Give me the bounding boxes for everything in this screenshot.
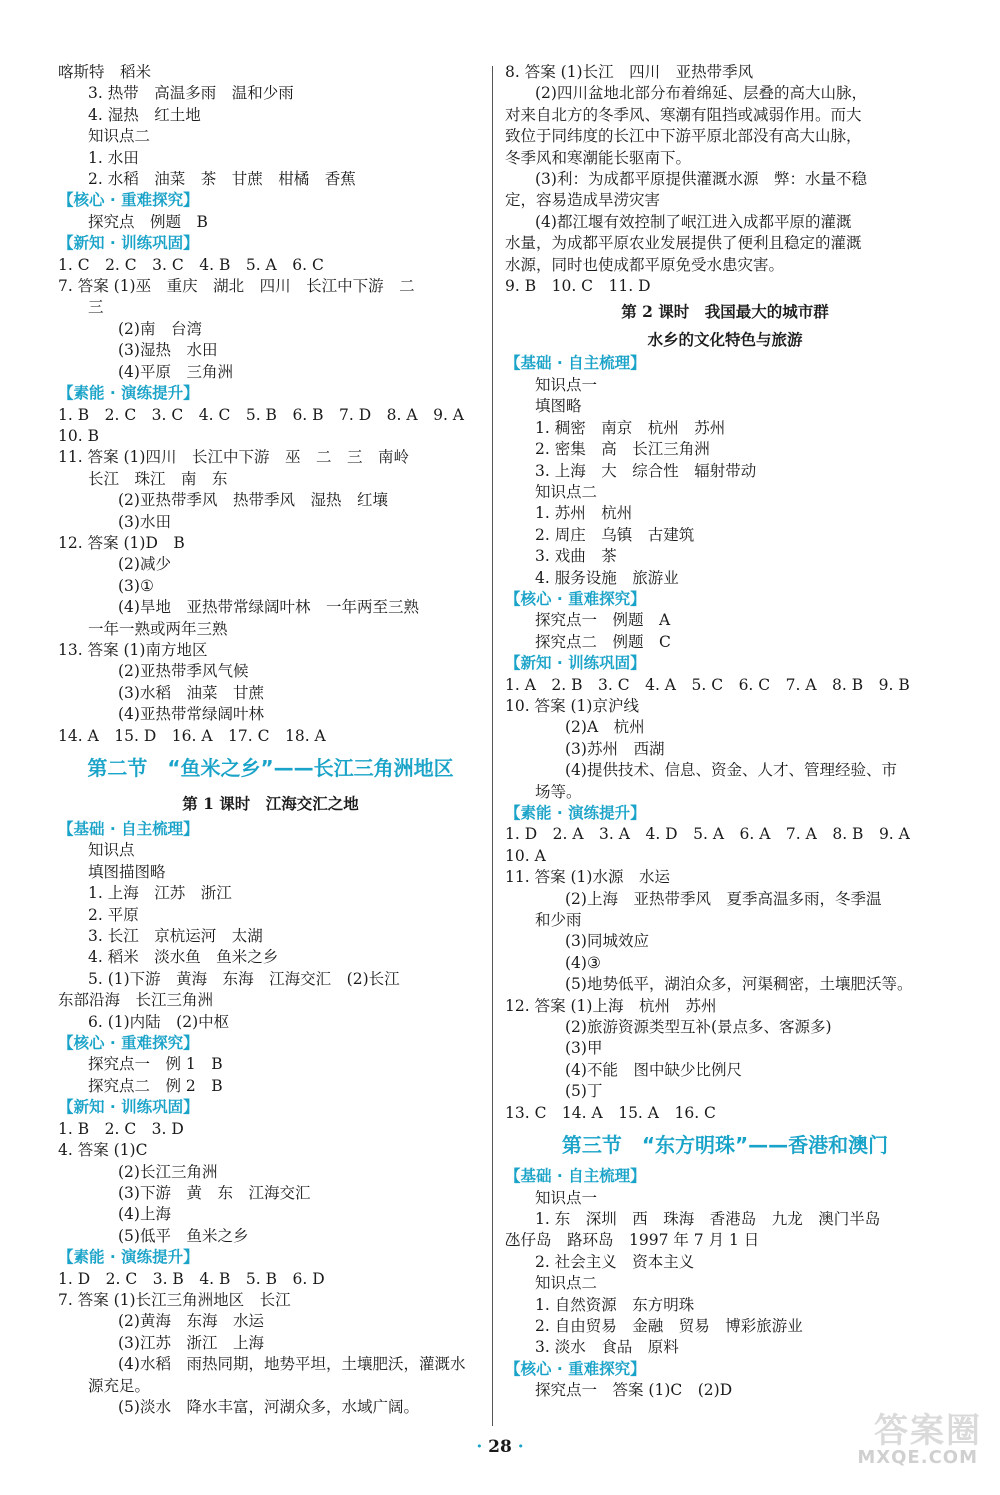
section-header: 【核心 · 重难探究】	[505, 1359, 646, 1378]
answer-line: 东部沿海 长江三角洲	[58, 991, 214, 1010]
answer-line: 1. 苏州 杭州	[535, 504, 633, 523]
answer-line: 1. C 2. C 3. C 4. B 5. A 6. C	[58, 255, 324, 274]
answer-line: (4)平原 三角洲	[118, 362, 233, 381]
answer-line: 4. 答案 (1)C	[58, 1141, 148, 1160]
page-number: · 28 ·	[476, 1437, 524, 1457]
answer-line: (2)上海 亚热带季风 夏季高温多雨，冬季温	[565, 889, 882, 908]
answer-line: 水源，同时也使成都平原免受水患灾害。	[505, 255, 785, 274]
answer-line: (3)下游 黄 东 江海交汇	[118, 1183, 311, 1202]
answer-line: 氹仔岛 路环岛 1997 年 7 月 1 日	[505, 1231, 760, 1250]
answer-line: 2. 水稻 油菜 茶 甘蔗 柑橘 香蕉	[88, 170, 356, 189]
answer-line: 水量，为成都平原农业发展提供了便利且稳定的灌溉	[505, 234, 862, 253]
answer-line: 6. (1)内陆 (2)中枢	[88, 1012, 230, 1031]
section-header: 【基础 · 自主梳理】	[505, 354, 646, 373]
answer-line: 4. 服务设施 旅游业	[535, 568, 679, 587]
chapter-title: 第三节 “东方明珠”——香港和澳门	[561, 1133, 889, 1158]
answer-line: 一年一熟或两年三熟	[88, 619, 228, 638]
answer-line: 2. 社会主义 资本主义	[535, 1252, 695, 1271]
answer-line: (2)A 杭州	[565, 718, 645, 737]
answer-line: 探究点二 例 2 B	[88, 1076, 223, 1095]
answer-line: 3. 上海 大 综合性 辐射带动	[535, 461, 757, 480]
answer-line: (3)利：为成都平原提供灌溉水源 弊：水量不稳	[535, 170, 867, 189]
watermark-site: MXQE.COM	[857, 1447, 978, 1468]
answer-line: 知识点二	[88, 127, 151, 146]
answer-line: 1. 上海 江苏 浙江	[88, 884, 232, 903]
answer-line: (2)四川盆地北部分布着绵延、层叠的高大山脉，	[535, 84, 867, 103]
left-column	[58, 62, 483, 1418]
answer-line: 3. 淡水 食品 原料	[535, 1338, 679, 1357]
answer-line: 知识点一	[535, 375, 598, 394]
answer-line: (2)长江三角洲	[118, 1162, 218, 1181]
answer-line: 14. A 15. D 16. A 17. C 18. A	[58, 726, 326, 745]
answer-line: 13. 答案 (1)南方地区	[58, 640, 208, 659]
chapter-title: 第二节 “鱼米之乡”——长江三角洲地区	[87, 756, 454, 780]
watermark-title: 答案圈	[874, 1411, 982, 1451]
answer-line: (3)同城效应	[565, 932, 649, 951]
answer-line: (5)地势低平，湖泊众多，河渠稠密，土壤肥沃等。	[565, 975, 913, 994]
lesson-title: 第 2 课时 我国最大的城市群	[621, 302, 829, 322]
answer-line: 3. 热带 高温多雨 温和少雨	[88, 84, 294, 103]
section-header: 【基础 · 自主梳理】	[505, 1167, 646, 1186]
answer-line: 知识点二	[535, 482, 598, 501]
section-header: 【基础 · 自主梳理】	[58, 820, 199, 838]
answer-line: (3)水田	[118, 512, 171, 531]
page-number-value: 28	[488, 1437, 512, 1457]
answer-line: 三	[88, 298, 104, 317]
answer-line: 1. B 2. C 3. C 4. C 5. B 6. B 7. D 8. A 9. A	[58, 405, 465, 424]
answer-line: (4)旱地 亚热带常绿阔叶林 一年两至三熟	[118, 598, 419, 617]
answer-line: (3)水稻 油菜 甘蔗	[118, 683, 264, 702]
answer-line: 填图描图略	[88, 862, 166, 881]
answer-line: 7. 答案 (1)巫 重庆 湖北 四川 长江中下游 二	[58, 277, 415, 296]
answer-line: 1. B 2. C 3. D	[58, 1119, 184, 1138]
answer-line: 冬季风和寒潮能长驱南下。	[505, 148, 692, 167]
answer-line: 对来自北方的冬季风、寒潮有阻挡或减弱作用。而大	[505, 105, 862, 124]
answer-line: 12. 答案 (1)D B	[58, 533, 185, 552]
answer-line: (2)亚热带季风气候	[118, 662, 249, 681]
answer-line: 场等。	[535, 782, 582, 801]
answer-line: 11. 答案 (1)四川 长江中下游 巫 二 三 南岭	[58, 448, 409, 467]
answer-line: (4)都江堰有效控制了岷江进入成都平原的灌溉	[535, 212, 852, 231]
answer-line: 4. 湿热 红土地	[88, 105, 201, 124]
answer-line: 10. 答案 (1)京沪线	[505, 696, 639, 715]
right-column	[505, 62, 945, 1402]
section-header: 【素能 · 演练提升】	[505, 804, 646, 822]
answer-line: (3)湿热 水田	[118, 341, 218, 360]
answer-line: (2)亚热带季风 热带季风 湿热 红壤	[118, 491, 388, 510]
answer-line: 1. 稠密 南京 杭州 苏州	[535, 418, 726, 437]
answer-line: (4)上海	[118, 1205, 171, 1224]
answer-line: (3)①	[118, 576, 154, 595]
answer-line: (4)亚热带常绿阔叶林	[118, 705, 264, 724]
answer-line: 喀斯特 稻米	[58, 63, 152, 81]
answer-line: 3. 戏曲 茶	[535, 547, 617, 566]
answer-line: 定，容易造成旱涝灾害	[505, 191, 661, 210]
section-header: 【素能 · 演练提升】	[58, 1248, 199, 1267]
answer-line: 11. 答案 (1)水源 水运	[505, 868, 670, 887]
answer-line: 探究点 例题 B	[88, 212, 208, 231]
answer-line: 知识点	[88, 841, 135, 860]
answer-line: 探究点一 例题 A	[535, 611, 671, 630]
answer-line: 2. 平原	[88, 905, 139, 924]
answer-line: 13. C 14. A 15. A 16. C	[505, 1103, 716, 1122]
column-divider	[492, 66, 493, 1426]
answer-line: 5. (1)下游 黄海 东海 江海交汇 (2)长江	[88, 969, 400, 988]
answer-line: (5)淡水 降水丰富，河湖众多，水域广阔。	[118, 1397, 419, 1416]
answer-line: 探究点一 例 1 B	[88, 1055, 223, 1074]
answer-line: 知识点一	[535, 1188, 598, 1207]
answer-line: 致位于同纬度的长江中下游平原北部没有高大山脉，	[505, 127, 862, 146]
answer-line: 7. 答案 (1)长江三角洲地区 长江	[58, 1290, 291, 1309]
answer-line: 10. A	[505, 846, 546, 865]
answer-line: (3)江苏 浙江 上海	[118, 1333, 264, 1352]
answer-line: (2)黄海 东海 水运	[118, 1312, 264, 1331]
answer-line: (2)减少	[118, 555, 171, 574]
lesson-title: 第 1 课时 江海交汇之地	[182, 794, 359, 813]
section-header: 【素能 · 演练提升】	[58, 384, 199, 403]
answer-line: 2. 密集 高 长江三角洲	[535, 440, 710, 459]
answer-line: 和少雨	[535, 911, 582, 930]
answer-line: 1. D 2. C 3. B 4. B 5. B 6. D	[58, 1269, 325, 1288]
lesson-subtitle: 水乡的文化特色与旅游	[647, 330, 803, 350]
answer-line: (4)不能 图中缺少比例尺	[565, 1060, 742, 1079]
answer-line: 2. 周庄 乌镇 古建筑	[535, 525, 695, 544]
answer-line: (4)提供技术、信息、资金、人才、管理经验、市	[565, 761, 897, 780]
answer-line: 10. B	[58, 426, 99, 445]
answer-line: 3. 长江 京杭运河 太湖	[88, 927, 263, 946]
answer-line: (4)水稻 雨热同期，地势平坦，土壤肥沃，灌溉水	[118, 1355, 466, 1374]
answer-line: (2)旅游资源类型互补(景点多、客源多)	[565, 1018, 832, 1037]
answer-line: 2. 自由贸易 金融 贸易 博彩旅游业	[535, 1316, 803, 1335]
answer-line: (2)南 台湾	[118, 319, 202, 338]
answer-line: 探究点二 例题 C	[535, 632, 671, 651]
answer-line: 知识点二	[535, 1274, 598, 1293]
answer-line: 12. 答案 (1)上海 杭州 苏州	[505, 996, 717, 1015]
answer-line: 8. 答案 (1)长江 四川 亚热带季风	[505, 63, 754, 81]
answer-line: 1. A 2. B 3. C 4. A 5. C 6. C 7. A 8. B 9. B	[505, 675, 910, 694]
answer-line: (5)低平 鱼米之乡	[118, 1226, 249, 1245]
section-header: 【核心 · 重难探究】	[58, 1034, 199, 1053]
answer-line: 1. 水田	[88, 148, 139, 167]
section-header: 【新知 · 训练巩固】	[505, 654, 646, 673]
answer-line: 1. 自然资源 东方明珠	[535, 1295, 695, 1314]
section-header: 【核心 · 重难探究】	[58, 191, 199, 210]
answer-line: 1. 东 深圳 西 珠海 香港岛 九龙 澳门半岛	[535, 1209, 881, 1228]
answer-line: (5)丁	[565, 1082, 603, 1101]
section-header: 【新知 · 训练巩固】	[58, 1098, 199, 1117]
answer-line: 4. 稻米 淡水鱼 鱼米之乡	[88, 948, 279, 967]
answer-line: (3)苏州 西湖	[565, 739, 665, 758]
answer-line: 填图略	[535, 397, 582, 416]
answer-line: 探究点一 答案 (1)C (2)D	[535, 1381, 733, 1400]
answer-line: (3)甲	[565, 1039, 603, 1058]
answer-line: 9. B 10. C 11. D	[505, 277, 651, 296]
section-header: 【核心 · 重难探究】	[505, 589, 646, 608]
answer-line: (4)③	[565, 953, 601, 972]
section-header: 【新知 · 训练巩固】	[58, 234, 199, 253]
answer-line: 长江 珠江 南 东	[88, 469, 228, 488]
watermark-logo	[852, 1403, 982, 1473]
answer-line: 1. D 2. A 3. A 4. D 5. A 6. A 7. A 8. B 9. A	[505, 825, 910, 844]
answer-line: 源充足。	[88, 1376, 151, 1395]
